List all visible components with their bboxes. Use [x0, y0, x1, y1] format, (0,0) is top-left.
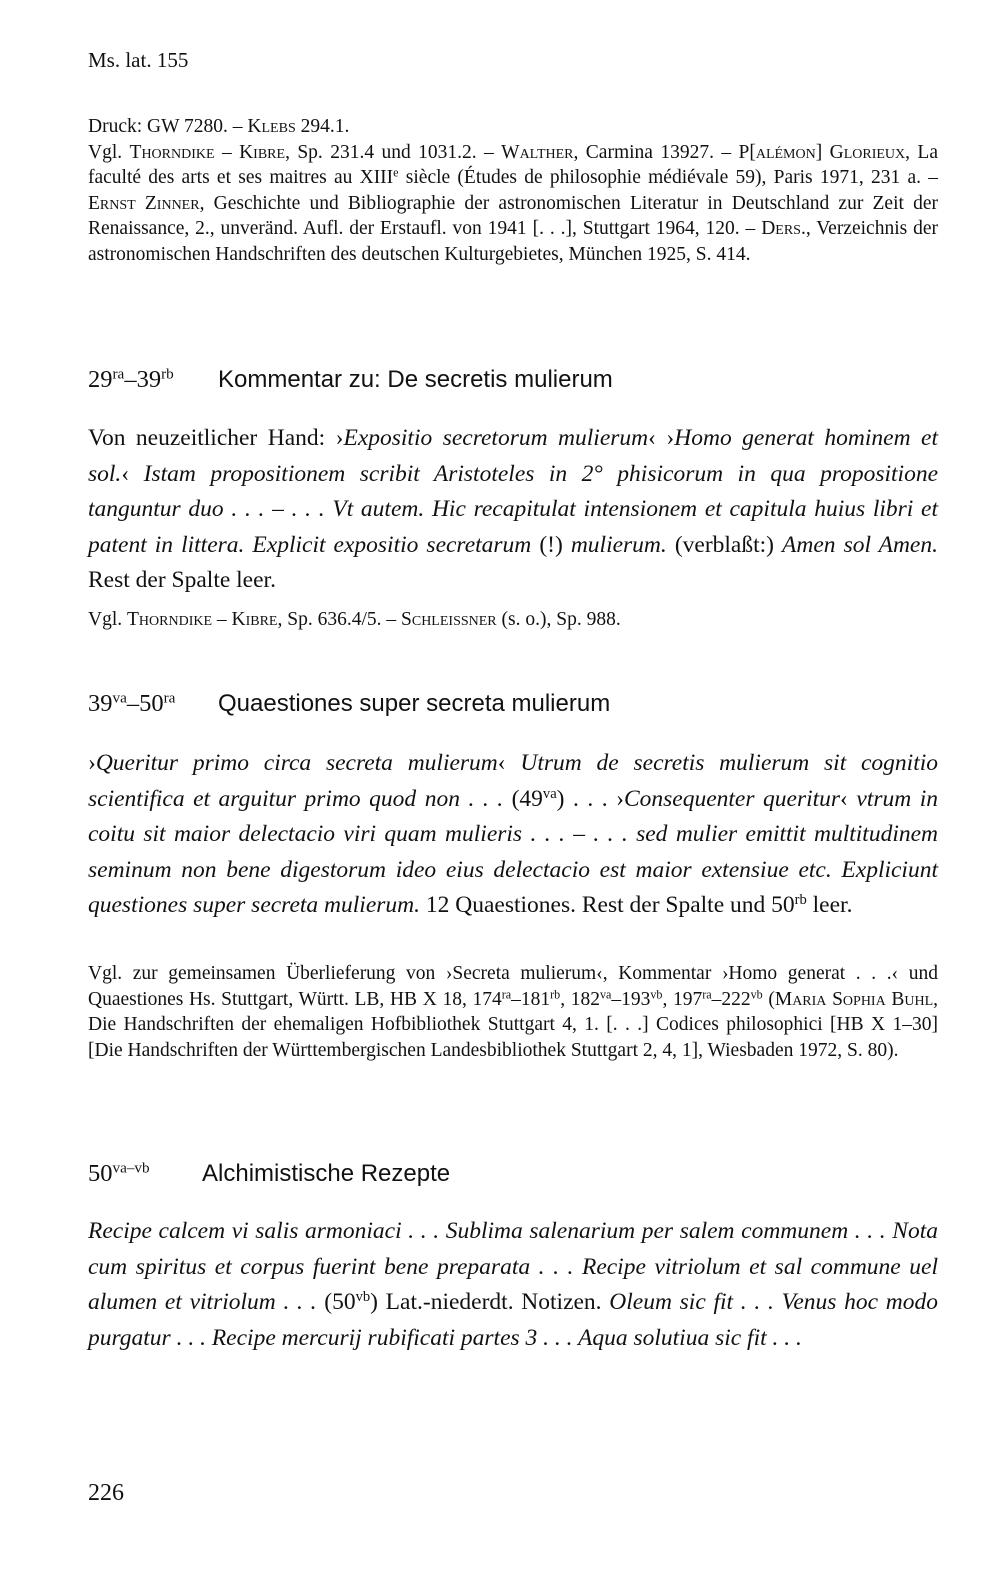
- running-header: Ms. lat. 155: [88, 48, 189, 72]
- section-heading-3: [88, 1160, 938, 1188]
- folio-range: $50^{va-vb}$: [88, 1159, 150, 1187]
- section-body-1: Von neuzeitlicher Hand: ›Expositio secretorum mulierum‹ ›Homo generat hominem et sol.‹ Istam propositionem scribit Aristoteles in 2° phisicorum in qua propositione tanguntur duo . . . – . . . Vt autem. Hic recapitulat intensionem et capitula huius libri et patent in littera. Explicit expositio secretarum (!) mulierum. (verblaßt:) Amen sol Amen. Rest der Spalte leer.: [88, 425, 939, 593]
- folio-range: $29^{ra}-39^{rb}$: [88, 365, 174, 393]
- section-title: Kommentar zu: De secretis mulierum: [218, 366, 613, 393]
- section-title: Alchimistische Rezepte: [202, 1160, 451, 1187]
- section-title: Quaestiones super secreta mulierum: [218, 690, 611, 717]
- page-number: 226: [88, 1480, 124, 1506]
- print-reference: Druck: GW 7280. – Klebs 294.1.: [88, 116, 350, 137]
- section-body-3: Recipe calcem vi salis armoniaci . . . Sublima salenarium per salem communem . . . Nota cum spiritus et corpus fuerint bene preparata . . . Recipe vitriolum et sal commune uel alumen et vitriolum . . . $(50^{vb})$ Lat.-niederdt. Notizen. Oleum sic fit . . . Venus hoc modo purgatur . . . Recipe mercurij rubificati partes 3 . . . Aqua solutiua sic fit . . .: [88, 1218, 938, 1351]
- literature-reference: Vgl. Thorndike – Kibre, Sp. 231.4 und 1031.2. – Walther, Carmina 13927. – P[alémon] Glorieux, La faculté des arts et ses maitres au XIIIe siècle (Études de philosophie médiévale 59), Paris 1971, 231 a. – Ernst Zinner, Geschichte und Bibliographie der astronomischen Literatur in Deutschland zur Zeit der Renaissance, 2., unveränd. Aufl. der Erstaufl. von 1941 [. . .], Stuttgart 1964, 120. – Ders., Verzeichnis der astronomischen Handschriften des deutschen Kulturgebietes, München 1925, S. 414.: [88, 141, 938, 265]
- section-heading-1: [88, 366, 938, 394]
- references-top: [88, 114, 938, 267]
- section-references-2: Vgl. zur gemeinsamen Überlieferung von ›Secreta mulierum‹, Kommentar ›Homo generat . . .‹ und Quaestiones Hs. Stuttgart, Württ. LB, HB X 18, $174^{ra}-181^{rb}$, $182^{va}-193^{vb}$, $197^{ra}-222^{vb}$ (Maria Sophia Buhl, Die Handschriften der ehemaligen Hofbibliothek Stuttgart 4, 1. [. . .] Codices philosophici [HB X 1–30] [Die Handschriften der Württembergischen Landesbibliothek Stuttgart 2, 4, 1], Wiesbaden 1972, S. 80).: [88, 963, 939, 1061]
- section-references-1: Vgl. Thorndike – Kibre, Sp. 636.4/5. – Schleissner (s. o.), Sp. 988.: [88, 609, 621, 630]
- section-heading-2: [88, 690, 938, 718]
- section-body-2: ›Queritur primo circa secreta mulierum‹ Utrum de secretis mulierum sit cognitio scientifica et arguitur primo quod non . . . $(49^{va})$ . . . ›Consequenter queritur‹ vtrum in coitu sit maior delectacio viri quam mulieris . . . – . . . sed mulier emittit multitudinem seminum non bene digestorum ideo eius delectacio est maior extensiue etc. Expliciunt questiones super secreta mulierum. 12 Quaestiones. Rest der Spalte und $50^{rb}$ leer.: [88, 750, 939, 918]
- folio-range: $39^{va}-50^{ra}$: [88, 689, 176, 717]
